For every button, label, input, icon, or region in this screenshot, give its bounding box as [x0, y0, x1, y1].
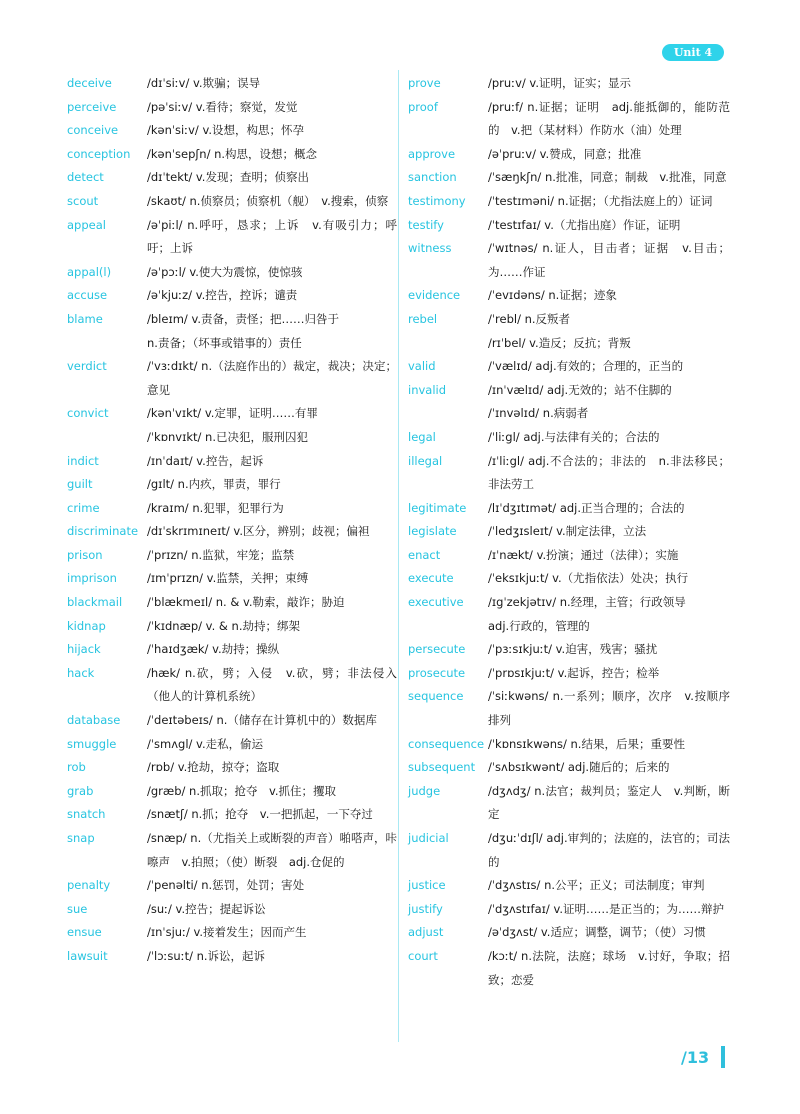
vocab-definition: adj.行政的，管理的 — [488, 618, 590, 633]
vocab-word: justify — [408, 901, 443, 916]
vocab-definition: /ˈdʒʌstɪs/ n.公平；正义；司法制度；审判 — [488, 878, 705, 893]
vocab-definition: /ˈpɜːsɪkjuːt/ v.迫害，残害；骚扰 — [488, 642, 658, 657]
vocab-entry — [67, 544, 397, 568]
vocab-definition: /kraɪm/ n.犯罪，犯罪行为 — [147, 500, 284, 515]
vocab-entry — [408, 426, 730, 450]
vocab-word: perceive — [67, 99, 117, 114]
vocab-word: blame — [67, 311, 103, 326]
vocab-definition: /ɪmˈprɪzn/ v.监禁，关押；束缚 — [147, 571, 309, 586]
vocab-entry — [408, 520, 730, 544]
vocab-entry — [67, 261, 397, 285]
vocab-entry — [67, 803, 397, 827]
vocab-entry — [408, 685, 730, 732]
vocab-definition: /ˈdʒʌstɪfaɪ/ v.证明……是正当的；为……辩护 — [488, 901, 725, 916]
vocab-word: approve — [408, 146, 456, 161]
unit-badge: Unit 4 — [662, 44, 724, 61]
vocab-word: grab — [67, 783, 94, 798]
vocab-word: adjust — [408, 925, 444, 940]
vocab-word: illegal — [408, 453, 443, 468]
vocab-word: database — [67, 713, 121, 728]
vocab-word: blackmail — [67, 595, 123, 610]
vocab-definition: /əˈpɔːl/ v.使大为震惊，使惊骇 — [147, 264, 303, 279]
vocab-entry — [408, 544, 730, 568]
vocab-word: scout — [67, 193, 99, 208]
vocab-definition: /ˈsiːkwəns/ n.一系列；顺序，次序 v.按顺序排列 — [488, 689, 730, 728]
vocab-entry — [67, 190, 397, 214]
vocab-definition: /bleɪm/ v.责备，责怪；把……归咎于 — [147, 311, 340, 326]
vocab-entry — [67, 827, 397, 874]
left-vocab-column — [67, 72, 397, 969]
vocab-word: lawsuit — [67, 948, 108, 963]
vocab-definition: /ˈsæŋkʃn/ n.批准，同意；制裁 v.批准，同意 — [488, 170, 727, 185]
vocab-definition: /ˈwɪtnəs/ n.证人，目击者；证据 v.目击；为……作证 — [488, 241, 730, 279]
column-divider — [398, 70, 399, 1042]
vocab-word: justice — [408, 878, 446, 893]
vocab-definition: /rɒb/ v.抢劫，掠夺；盗取 — [147, 760, 280, 775]
vocab-definition: /skaʊt/ n.侦察员；侦察机（舰） v.搜索，侦察 — [147, 193, 389, 208]
vocab-word: detect — [67, 170, 104, 185]
vocab-word: conception — [67, 146, 131, 161]
vocab-entry — [67, 143, 397, 167]
vocab-entry — [408, 945, 730, 992]
vocab-word: sue — [67, 901, 88, 916]
vocab-word: imprison — [67, 571, 117, 586]
vocab-definition: /ˈevɪdəns/ n.证据；迹象 — [488, 288, 617, 303]
vocab-entry — [67, 874, 397, 898]
vocab-word: penalty — [67, 878, 111, 893]
vocab-definition: /græb/ n.抓取；抢夺 v.抓住；攫取 — [147, 783, 337, 798]
vocab-word: crime — [67, 500, 100, 515]
vocab-entry — [67, 709, 397, 733]
vocab-entry — [408, 190, 730, 214]
vocab-entry — [408, 662, 730, 686]
vocab-entry — [408, 332, 730, 356]
vocab-entry — [67, 921, 397, 945]
vocab-entry — [67, 733, 397, 757]
vocab-word: smuggle — [67, 736, 117, 751]
vocab-entry — [408, 780, 730, 827]
vocab-definition: /kənˈvɪkt/ v.定罪，证明……有罪 — [147, 406, 318, 421]
vocab-definition: /ɪˈnækt/ v.扮演；通过（法律）；实施 — [488, 547, 679, 562]
vocab-definition: /ɪnˈvælɪd/ adj.无效的；站不住脚的 — [488, 382, 672, 397]
vocab-definition: /ˈprɒsɪkjuːt/ v.起诉，控告；检举 — [488, 665, 660, 680]
vocab-word: guilt — [67, 477, 93, 492]
vocab-definition: /dʒuːˈdɪʃl/ adj.审判的；法庭的，法官的；司法的 — [488, 831, 730, 869]
vocab-entry — [67, 332, 397, 356]
vocab-entry — [408, 284, 730, 308]
vocab-word: prove — [408, 76, 441, 90]
vocab-entry — [408, 497, 730, 521]
vocab-entry — [67, 615, 397, 639]
vocab-definition: /pruːv/ v.证明，证实；显示 — [488, 76, 631, 90]
vocab-entry — [67, 450, 397, 474]
vocab-entry — [408, 827, 730, 874]
vocab-definition: /dʒʌdʒ/ n.法官；裁判员；鉴定人 v.判断，断定 — [488, 783, 730, 822]
vocab-definition: /ˈpenəlti/ n.惩罚，处罚；害处 — [147, 878, 305, 893]
vocab-entry — [408, 874, 730, 898]
vocab-definition: n.责备；（坏事或错事的）责任 — [147, 335, 302, 350]
vocab-word: proof — [408, 99, 438, 114]
vocab-word: judicial — [408, 831, 449, 845]
vocab-word: snap — [67, 831, 95, 845]
vocab-definition: /ˈliːgl/ adj.与法律有关的；合法的 — [488, 429, 660, 444]
vocab-word: invalid — [408, 382, 447, 397]
vocab-entry — [408, 567, 730, 591]
vocab-definition: /suː/ v.控告；提起诉讼 — [147, 901, 266, 916]
vocab-definition: /dɪˈsiːv/ v.欺骗；误导 — [147, 76, 261, 90]
vocab-entry — [408, 591, 730, 615]
vocab-entry — [67, 591, 397, 615]
vocab-word: indict — [67, 453, 99, 468]
vocab-entry — [408, 96, 730, 143]
vocab-entry — [408, 72, 730, 96]
vocab-entry — [67, 662, 397, 709]
vocab-word: witness — [408, 241, 452, 256]
vocab-entry — [408, 166, 730, 190]
vocab-definition: /ɪnˈsjuː/ v.接着发生；因而产生 — [147, 925, 307, 940]
vocab-definition: /lɪˈdʒɪtɪmət/ adj.正当合理的；合法的 — [488, 500, 685, 515]
vocab-entry — [67, 426, 397, 450]
vocab-definition: /ˈtestɪfaɪ/ v.（尤指出庭）作证，证明 — [488, 217, 681, 232]
vocab-definition: /dɪˈtekt/ v.发现；查明；侦察出 — [147, 170, 309, 185]
vocab-word: conceive — [67, 123, 119, 138]
vocab-entry — [67, 567, 397, 591]
vocab-entry — [67, 945, 397, 969]
page-number: /13 — [681, 1048, 710, 1067]
vocab-word: hijack — [67, 642, 101, 657]
vocab-entry — [67, 898, 397, 922]
vocab-entry — [67, 284, 397, 308]
vocab-definition: /snætʃ/ n.抓；抢夺 v.一把抓起，一下夺过 — [147, 807, 373, 822]
vocab-entry — [67, 166, 397, 190]
vocab-entry — [67, 96, 397, 120]
vocab-word: discriminate — [67, 524, 139, 539]
vocab-definition: /əˈkjuːz/ v.控告，控诉；谴责 — [147, 288, 298, 303]
vocab-entry — [408, 615, 730, 639]
vocab-entry — [408, 379, 730, 403]
vocab-definition: /ˈkɪdnæp/ v. & n.劫持；绑架 — [147, 618, 300, 633]
vocab-definition: /ˈkɒnvɪkt/ n.已决犯，服刑囚犯 — [147, 429, 309, 444]
vocab-definition: /ˈrebl/ n.反叛者 — [488, 311, 571, 326]
vocab-entry — [67, 402, 397, 426]
vocab-entry — [408, 143, 730, 167]
vocab-definition: /ˈdeɪtəbeɪs/ n.（储存在计算机中的）数据库 — [147, 713, 377, 728]
vocab-entry — [67, 520, 397, 544]
vocab-definition: /kənˈsiːv/ v.设想，构思；怀孕 — [147, 123, 305, 138]
vocab-word: subsequent — [408, 760, 476, 775]
vocab-entry — [408, 638, 730, 662]
vocab-word: enact — [408, 547, 441, 562]
vocab-entry — [408, 450, 730, 497]
vocab-definition: /ˈprɪzn/ n.监狱，牢笼；监禁 — [147, 547, 295, 562]
vocab-definition: /əˈdʒʌst/ v.适应；调整，调节；（使）习惯 — [488, 925, 706, 940]
vocab-entry — [408, 308, 730, 332]
vocab-word: prison — [67, 547, 103, 562]
vocab-definition: /rɪˈbel/ v.造反；反抗；背叛 — [488, 335, 631, 350]
vocab-definition: /ˈvælɪd/ adj.有效的；合理的，正当的 — [488, 359, 684, 374]
vocab-definition: /gɪlt/ n.内疚，罪责，罪行 — [147, 477, 281, 492]
vocab-definition: /ˈsmʌgl/ v.走私，偷运 — [147, 736, 264, 751]
vocab-definition: /ˈeksɪkjuːt/ v.（尤指依法）处决；执行 — [488, 571, 689, 586]
right-vocab-column — [408, 72, 730, 992]
vocab-definition: /kɔːt/ n.法院，法庭；球场 v.讨好，争取；招致；恋爱 — [488, 948, 730, 987]
vocab-entry — [408, 756, 730, 780]
vocab-word: hack — [67, 665, 95, 680]
vocab-entry — [67, 780, 397, 804]
vocab-entry — [67, 119, 397, 143]
vocab-word: valid — [408, 359, 436, 374]
vocab-entry — [67, 473, 397, 497]
vocab-definition: /ˈlɔːsuːt/ n.诉讼，起诉 — [147, 948, 266, 963]
vocab-definition: /kənˈsepʃn/ n.构思，设想；概念 — [147, 146, 318, 161]
vocab-definition: /pruːf/ n.证据；证明 adj.能抵御的，能防范的 v.把（某材料）作防水（油）处理 — [488, 99, 730, 138]
vocab-definition: /ɪˈliːgl/ adj.不合法的；非法的 n.非法移民；非法劳工 — [488, 453, 730, 492]
vocab-definition: /dɪˈskrɪmɪneɪt/ v.区分，辨别；歧视；偏袒 — [147, 524, 370, 539]
vocab-entry — [67, 72, 397, 96]
vocab-word: rebel — [408, 311, 438, 326]
vocab-word: ensue — [67, 925, 102, 940]
vocab-word: evidence — [408, 288, 461, 303]
vocab-entry — [408, 733, 730, 757]
vocab-word: prosecute — [408, 665, 466, 680]
vocab-word: legal — [408, 429, 436, 444]
vocab-definition: /ˈsʌbsɪkwənt/ adj.随后的；后来的 — [488, 760, 670, 775]
vocab-definition: /ˈvɜːdɪkt/ n.（法庭作出的）裁定，裁决；决定；意见 — [147, 359, 397, 397]
vocab-entry — [67, 355, 397, 402]
vocab-entry — [67, 756, 397, 780]
vocab-word: appal(l) — [67, 264, 112, 279]
vocab-definition: /pəˈsiːv/ v.看待；察觉，发觉 — [147, 99, 298, 114]
vocab-entry — [408, 898, 730, 922]
vocab-definition: /əˈpruːv/ v.赞成，同意；批准 — [488, 146, 642, 161]
vocab-entry — [408, 355, 730, 379]
vocab-definition: /ˈkɒnsɪkwəns/ n.结果，后果；重要性 — [488, 736, 685, 751]
vocab-word: verdict — [67, 359, 107, 374]
vocab-word: testify — [408, 217, 444, 232]
vocab-definition: /hæk/ n.砍，劈；入侵 v.砍，劈；非法侵入（他人的计算机系统） — [147, 665, 397, 704]
vocab-word: legitimate — [408, 500, 467, 515]
vocab-entry — [408, 402, 730, 426]
vocab-entry — [67, 497, 397, 521]
vocab-word: accuse — [67, 288, 108, 303]
vocab-word: legislate — [408, 524, 457, 539]
vocab-word: judge — [408, 783, 441, 798]
vocab-definition: /ˈtestɪməni/ n.证据；（尤指法庭上的）证词 — [488, 193, 713, 208]
vocab-definition: /ˈɪnvəlɪd/ n.病弱者 — [488, 406, 589, 421]
vocab-definition: /ˈblækmeɪl/ n. & v.勒索，敲诈；胁迫 — [147, 595, 345, 610]
vocab-entry — [408, 214, 730, 238]
vocab-word: appeal — [67, 217, 106, 232]
vocab-entry — [67, 214, 397, 261]
vocab-word: kidnap — [67, 618, 106, 633]
vocab-entry — [67, 638, 397, 662]
vocab-definition: /ɪgˈzekjətɪv/ n.经理，主管；行政领导 — [488, 595, 686, 610]
vocab-definition: /əˈpiːl/ n.呼吁，恳求；上诉 v.有吸引力；呼吁；上诉 — [147, 217, 397, 256]
vocab-word: testimony — [408, 193, 466, 208]
vocab-definition: /ɪnˈdaɪt/ v.控告，起诉 — [147, 453, 264, 468]
vocab-word: consequence — [408, 736, 485, 751]
vocab-definition: /ˈhaɪdʒæk/ v.劫持；操纵 — [147, 642, 280, 657]
vocab-word: executive — [408, 595, 464, 610]
vocab-word: snatch — [67, 807, 106, 822]
vocab-word: deceive — [67, 76, 112, 90]
vocab-word: rob — [67, 760, 86, 775]
vocab-word: convict — [67, 406, 109, 421]
vocab-word: sanction — [408, 170, 457, 185]
vocab-entry — [408, 921, 730, 945]
vocab-word: court — [408, 948, 438, 963]
vocab-entry — [408, 237, 730, 284]
vocab-entry — [67, 308, 397, 332]
vocab-word: execute — [408, 571, 454, 586]
page-number-bar — [721, 1046, 725, 1068]
vocab-word: sequence — [408, 689, 464, 704]
vocab-word: persecute — [408, 642, 466, 657]
vocab-definition: /ˈledʒɪsleɪt/ v.制定法律，立法 — [488, 524, 647, 539]
vocab-definition: /snæp/ n.（尤指关上或断裂的声音）啪嗒声，咔嚓声 v.拍照；（使）断裂 adj.仓促的 — [147, 831, 397, 869]
